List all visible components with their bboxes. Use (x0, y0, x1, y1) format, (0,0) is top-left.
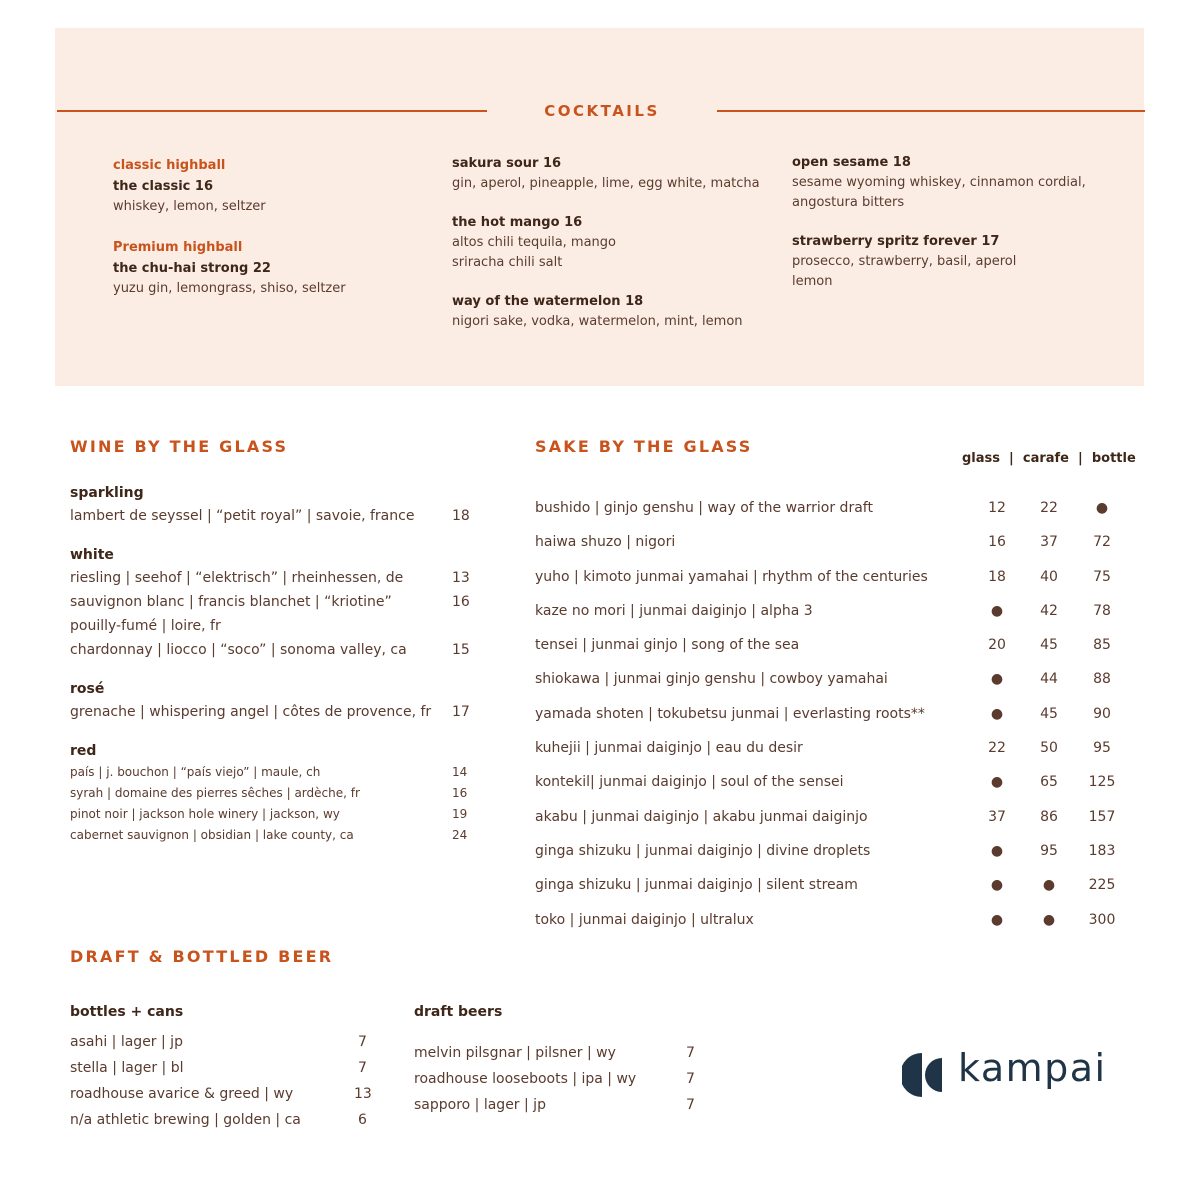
wine-row (70, 566, 480, 590)
beer-row (70, 1107, 380, 1133)
cocktail-description: sriracha chili salt (452, 255, 563, 270)
sake-label: akabu | junmai daiginjo | akabu junmai daiginjo (535, 808, 868, 825)
sake-row (535, 736, 1155, 770)
sake-bottle-price: 183 (1088, 842, 1116, 859)
sake-row (535, 599, 1155, 633)
wine-price: 17 (452, 704, 470, 720)
wine-group-title: rosé (70, 681, 105, 697)
cocktail-description: nigori sake, vodka, watermelon, mint, lemon (452, 314, 743, 329)
wine-row (70, 504, 480, 528)
sake-bottle-price: 78 (1093, 602, 1111, 619)
bottles-title: bottles + cans (70, 1004, 184, 1020)
sake-carafe-price: 44 (1040, 671, 1058, 688)
sake-label: ginga shizuku | junmai daiginjo | silent stream (535, 877, 858, 894)
wine-row (70, 590, 480, 614)
sake-row (535, 633, 1155, 667)
sake-bottle-price: 72 (1093, 534, 1111, 551)
wine-group (70, 544, 480, 662)
divider-right (717, 110, 1145, 112)
sake-row (535, 908, 1155, 942)
wine-price: 14 (452, 765, 468, 779)
wine-row (70, 638, 480, 662)
beer-row (414, 1040, 714, 1066)
sake-glass-price: ● (990, 911, 1004, 928)
wine-price: 13 (452, 570, 470, 586)
wine-row (70, 783, 480, 804)
sake-carafe-price: 22 (1040, 500, 1058, 516)
beer-label: roadhouse looseboots | ipa | wy (414, 1071, 637, 1087)
sake-carafe-price: 50 (1040, 740, 1058, 757)
cocktail-name: the chu-hai strong 22 (113, 261, 271, 276)
sake-label: haiwa shuzo | nigori (535, 534, 676, 551)
sake-label: kaze no mori | junmai daiginjo | alpha 3 (535, 602, 813, 619)
cocktail-item (792, 152, 1122, 213)
cocktail-item (452, 212, 782, 273)
sake-label: yuho | kimoto junmai yamahai | rhythm of the centuries (535, 568, 928, 585)
cocktail-item (452, 291, 782, 332)
cocktail-name: strawberry spritz forever 17 (792, 234, 1000, 249)
wine-label: riesling | seehof | “elektrisch” | rheinhessen, de (70, 570, 404, 586)
beer-label: roadhouse avarice & greed | wy (70, 1086, 294, 1102)
beer-label: melvin pilsgnar | pilsner | wy (414, 1045, 616, 1061)
sake-row (535, 530, 1155, 564)
cocktail-item (452, 153, 782, 194)
cocktail-item (792, 231, 1122, 292)
cocktail-name: sakura sour 16 (452, 156, 562, 171)
cocktail-description: whiskey, lemon, seltzer (113, 199, 266, 214)
kampai-logo (902, 1046, 1107, 1100)
cocktail-description: yuzu gin, lemongrass, shiso, seltzer (113, 281, 346, 296)
sake-glass-price: 20 (988, 637, 1006, 654)
sake-bottle-price: 225 (1088, 877, 1116, 894)
wine-label: chardonnay | liocco | “soco” | sonoma valley, ca (70, 642, 407, 658)
sake-carafe-price: 65 (1040, 774, 1058, 791)
beer-price: 7 (358, 1034, 367, 1050)
cocktail-description: angostura bitters (792, 195, 905, 210)
beer-label: n/a athletic brewing | golden | ca (70, 1112, 301, 1128)
sake-glass-price: 18 (988, 568, 1006, 585)
sake-glass-price: ● (990, 774, 1004, 791)
cocktails-panel (55, 28, 1144, 386)
beer-label: stella | lager | bl (70, 1060, 184, 1076)
wine-row (70, 614, 480, 638)
cocktail-item (113, 237, 433, 299)
wine-label: pinot noir | jackson hole winery | jackson, wy (70, 807, 340, 821)
wine-group-title: red (70, 743, 97, 759)
wine-price: 16 (452, 786, 468, 800)
cocktail-group: classic highball (113, 158, 226, 173)
wine-row (70, 762, 480, 783)
wine-label: cabernet sauvignon | obsidian | lake county, ca (70, 828, 354, 842)
cocktails-title: COCKTAILS (544, 102, 660, 120)
sake-label: ginga shizuku | junmai daiginjo | divine droplets (535, 842, 871, 859)
wine-label: sauvignon blanc | francis blanchet | “kriotine” (70, 594, 392, 610)
sake-carafe-price: 42 (1040, 602, 1058, 619)
wine-row (70, 804, 480, 825)
beer-label: sapporo | lager | jp (414, 1097, 546, 1113)
sake-bottle-price: 300 (1088, 911, 1116, 928)
sake-glass-price: 12 (988, 500, 1006, 516)
draft-list (414, 1001, 714, 1118)
sake-carafe-price: ● (1042, 877, 1056, 894)
wine-price: 16 (452, 594, 470, 610)
sake-label: tensei | junmai ginjo | song of the sea (535, 637, 800, 654)
sake-carafe-price: 86 (1040, 808, 1058, 825)
sake-row (535, 839, 1155, 873)
cocktail-description: sesame wyoming whiskey, cinnamon cordial, (792, 175, 1086, 190)
wine-group-title: sparkling (70, 485, 144, 501)
sake-row (535, 667, 1155, 701)
beer-price: 7 (686, 1097, 695, 1113)
wine-group (70, 678, 480, 724)
sake-bottle-price: 75 (1093, 568, 1111, 585)
sake-row (535, 873, 1155, 907)
sake-list (535, 496, 1155, 942)
cocktail-description: lemon (792, 274, 833, 289)
beer-row (70, 1055, 380, 1081)
sake-bottle-price: 125 (1088, 774, 1116, 791)
sake-label: shiokawa | junmai ginjo genshu | cowboy yamahai (535, 671, 888, 688)
divider-left (57, 110, 487, 112)
sake-glass-price: ● (990, 602, 1004, 619)
draft-title: draft beers (414, 1004, 503, 1020)
beer-section-title: DRAFT & BOTTLED BEER (70, 947, 334, 966)
sake-column-headers: glass | carafe | bottle (962, 451, 1136, 466)
cocktail-name: the hot mango 16 (452, 215, 583, 230)
wine-group (70, 740, 480, 846)
wine-label: grenache | whispering angel | côtes de provence, fr (70, 704, 432, 720)
cocktail-description: prosecco, strawberry, basil, aperol (792, 254, 1017, 269)
wine-price: 24 (452, 828, 468, 842)
wine-list (70, 482, 480, 862)
cocktail-name: open sesame 18 (792, 155, 911, 170)
sake-glass-price: ● (990, 842, 1004, 859)
cocktails-column-3 (792, 152, 1122, 292)
sake-label: kontekil| junmai daiginjo | soul of the sensei (535, 774, 844, 791)
sake-row (535, 770, 1155, 804)
wine-label: lambert de seyssel | “petit royal” | savoie, france (70, 508, 415, 524)
sake-glass-price: ● (990, 705, 1004, 722)
beer-price: 6 (358, 1112, 367, 1128)
sake-bottle-price: 85 (1093, 637, 1111, 654)
beer-row (414, 1092, 714, 1118)
sake-carafe-price: ● (1042, 911, 1056, 928)
sake-glass-price: ● (990, 671, 1004, 688)
sake-row (535, 565, 1155, 599)
logo-text: kampai (958, 1046, 1107, 1090)
beer-price: 13 (354, 1086, 372, 1102)
sake-carafe-price: 45 (1040, 637, 1058, 654)
sake-glass-price: 22 (988, 740, 1006, 757)
wine-section-title: WINE BY THE GLASS (70, 437, 289, 456)
wine-price: 19 (452, 807, 468, 821)
sake-carafe-price: 40 (1040, 568, 1058, 585)
wine-row (70, 700, 480, 724)
beer-label: asahi | lager | jp (70, 1034, 183, 1050)
wine-group-title: white (70, 547, 114, 563)
sake-bottle-price: 95 (1093, 740, 1111, 757)
sake-label: toko | junmai daiginjo | ultralux (535, 911, 754, 928)
wine-label: país | j. bouchon | “país viejo” | maule, ch (70, 765, 321, 779)
kampai-logo-mark-icon (902, 1052, 944, 1098)
wine-price: 15 (452, 642, 470, 658)
sake-bottle-price: 90 (1093, 705, 1111, 722)
wine-row (70, 825, 480, 846)
sake-glass-price: ● (990, 877, 1004, 894)
cocktail-item (113, 155, 433, 217)
beer-row (414, 1066, 714, 1092)
beer-row (70, 1081, 380, 1107)
wine-label: pouilly-fumé | loire, fr (70, 618, 221, 634)
sake-glass-price: 37 (988, 808, 1006, 825)
sake-section-title: SAKE BY THE GLASS (535, 437, 753, 456)
sake-carafe-price: 95 (1040, 842, 1058, 859)
sake-bottle-price: ● (1095, 500, 1109, 516)
sake-carafe-price: 45 (1040, 705, 1058, 722)
cocktail-description: gin, aperol, pineapple, lime, egg white, matcha (452, 176, 760, 191)
sake-label: bushido | ginjo genshu | way of the warrior draft (535, 500, 873, 516)
sake-carafe-price: 37 (1040, 534, 1058, 551)
beer-price: 7 (686, 1045, 695, 1061)
sake-bottle-price: 157 (1088, 808, 1116, 825)
wine-label: syrah | domaine des pierres sêches | ardèche, fr (70, 786, 360, 800)
sake-label: kuhejii | junmai daiginjo | eau du desir (535, 740, 803, 757)
wine-price: 18 (452, 508, 470, 524)
cocktails-header (55, 28, 1144, 138)
wine-group (70, 482, 480, 528)
sake-row (535, 805, 1155, 839)
cocktail-group: Premium highball (113, 240, 243, 255)
sake-bottle-price: 88 (1093, 671, 1111, 688)
cocktail-name: way of the watermelon 18 (452, 294, 644, 309)
sake-glass-price: 16 (988, 534, 1006, 551)
beer-row (70, 1029, 380, 1055)
cocktail-name: the classic 16 (113, 179, 214, 194)
cocktail-description: altos chili tequila, mango (452, 235, 617, 250)
bottles-list (70, 1001, 380, 1133)
cocktails-column-1 (113, 155, 433, 299)
sake-label: yamada shoten | tokubetsu junmai | everlasting roots** (535, 705, 925, 722)
sake-row (535, 496, 1155, 530)
beer-price: 7 (358, 1060, 367, 1076)
sake-row (535, 702, 1155, 736)
beer-price: 7 (686, 1071, 695, 1087)
cocktails-column-2 (452, 153, 782, 332)
